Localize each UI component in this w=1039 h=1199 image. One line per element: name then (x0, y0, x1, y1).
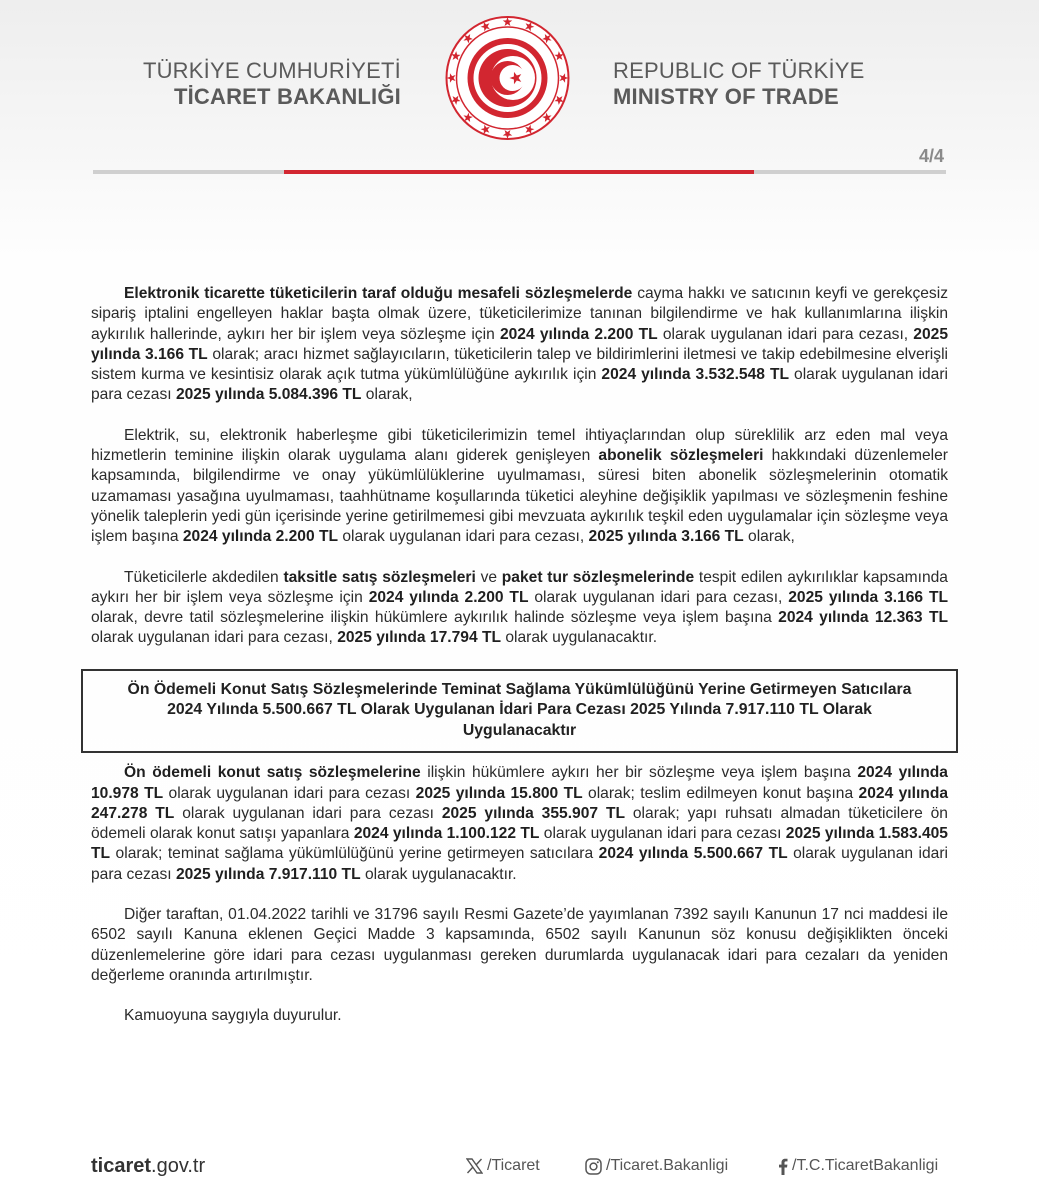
body-text: Elektrik, su, elektronik haberleşme gibi tüketicilerimizin temel ihtiyaçlarından olup süreklilik arz eden mal veya hizmetlerin teminine ilişkin olarak uygulama alanı giderek genişleyen (91, 426, 948, 465)
x-icon (466, 1158, 483, 1174)
emphasis-text: 2024 yılında 1.100.122 TL (353, 825, 540, 843)
body-text: olarak uygulanan idari para cezası (91, 845, 949, 883)
facebook-icon (778, 1158, 788, 1175)
instagram-icon (585, 1158, 602, 1175)
paragraph-closing: Kamuoyuna saygıyla duyurulur. (124, 1007, 342, 1025)
header-right-line1: REPUBLIC OF TÜRKİYE (613, 58, 865, 83)
emphasis-text: 2024 yılında 2.200 TL (499, 325, 658, 343)
header-ministry-tr (143, 58, 401, 110)
facebook-link[interactable] (778, 1157, 938, 1175)
body-text: ve (475, 568, 502, 586)
paragraph-e-commerce (91, 284, 948, 406)
emphasis-text: 2024 yılında 5.500.667 TL (598, 845, 788, 863)
body-text: olarak uygulanan idari para cezası, (528, 588, 789, 606)
body-text: olarak uygulanan idari para cezası, (91, 629, 338, 647)
header-left-line1: TÜRKİYE CUMHURİYETİ (142, 58, 401, 83)
body-text: olarak, devre tatil sözleşmelerine ilişkin hükümlere aykırılık halinde sözleşme veya işlem başına (91, 609, 779, 627)
emphasis-text: 2024 yılında 10.978 TL (91, 764, 948, 802)
body-text: olarak, (361, 386, 413, 404)
body-text: olarak uygulanan idari para cezası (539, 825, 786, 843)
boxed-heading: Ön Ödemeli Konut Satış Sözleşmelerinde Teminat Sağlama Yükümlülüğünü Yerine Getirmeyen Satıcılara 2024 Yılında 5.500.667 TL Olarak Uygulanan İdari Para Cezası 2025 Yılında 7.917.110 TL Olarak Uygulanacaktır (81, 669, 958, 754)
emphasis-text: 2025 yılında 3.166 TL (788, 588, 949, 606)
emphasis-text: 2025 yılında 17.794 TL (337, 629, 502, 647)
paragraph-legal-basis: Diğer taraftan, 01.04.2022 tarihli ve 31796 sayılı Resmi Gazete’de yayımlanan 7392 sayılı Kanunun 17 nci maddesi ile 6502 sayılı Kanuna eklenen Geçici Madde 3 kapsamında, 6502 sayılı Kanunun söz konusu değişiklikten önceki düzenlemelerine göre idari para cezası uygulanması gereken durumlarda uygulanacak idari para cezaları da yeniden değerleme oranında artırılmıştır. (91, 906, 948, 984)
emphasis-text: 2025 yılında 15.800 TL (415, 784, 583, 802)
body-text: olarak uygulanacaktır. (360, 865, 517, 883)
body-text: ilişkin hükümlere aykırı her bir sözleşme veya işlem başına (420, 764, 858, 782)
body-text: hakkındaki düzenlemeler kapsamında, bilgilendirme ve onay yükümlülüklerine uyulmaması, süresi biten abonelik sözleşmelerinin otomatik uzamaması yasağına uyulmaması, taahhütname koşullarında tüketici aleyhine değişiklik yapılması ve sözleşmenin feshine yönelik taleplerin yedi gün içerisinde yerine getirilmemesi gibi mevzuata aykırılık teşkil eden uygulamalar için sözleşme veya işlem başına (91, 447, 948, 546)
body-text: olarak uygulanan idari para cezası, (338, 528, 589, 546)
emphasis-text: 2025 yılında 3.166 TL (588, 528, 744, 546)
body-text: Tüketicilerle akdedilen (124, 568, 284, 586)
body-text: cayma hakkı ve satıcının keyfi ve gerekçesiz sipariş iptalini engelleyen haklar başta olmak üzere, tüketicilerimize tanınan bilgilendirme ve hak kullanımlarına ilişkin aykırılık hallerinde, aykırı her bir işlem veya sözleşme için (91, 285, 948, 343)
header-right-line2: MINISTRY OF TRADE (613, 84, 839, 109)
instagram-link[interactable] (585, 1157, 728, 1175)
emphasis-text: 2025 yılında 5.084.396 TL (175, 386, 362, 404)
instagram-handle: /Ticaret.Bakanligi (606, 1157, 729, 1174)
website-domain-bold: ticaret (91, 1155, 152, 1177)
emphasis-text: 2025 yılında 3.166 TL (91, 325, 948, 363)
page-number: 4/4 (918, 146, 944, 166)
body-text: olarak uygulanan idari para cezası (91, 366, 948, 404)
paragraph-installment-package-tour (91, 568, 948, 649)
emphasis-text: 2024 yılında 2.200 TL (368, 588, 529, 606)
header-left-line2: TİCARET BAKANLIĞI (173, 84, 401, 109)
x-link[interactable] (466, 1157, 540, 1175)
body-text: olarak; aracı hizmet sağlayıcıların, tüketicilerin talep ve bildirimlerini iletmesi ve takip edebilmesine elverişli sistem kurma ve kesintisiz olarak açık tutma yükümlülüğüne aykırılık için (91, 345, 948, 384)
body-text: olarak; yapı ruhsatı almadan tüketicilere ön ödemeli olarak konut satışı yapanlara (91, 804, 948, 843)
body-text: olarak uygulanan idari para cezası, (657, 325, 914, 343)
emphasis-text: taksitle satış sözleşmeleri (283, 568, 476, 586)
website-link[interactable] (91, 1155, 205, 1178)
emphasis-text: Elektronik ticarette tüketicilerin taraf olduğu mesafeli sözleşmelerde (124, 285, 633, 302)
emphasis-text: paket tur sözleşmelerinde (501, 568, 695, 586)
announcement-body (91, 284, 948, 1047)
ministry-emblem-seal-icon (444, 14, 571, 144)
emphasis-text: Ön ödemeli konut satış sözleşmelerine (124, 764, 421, 782)
emphasis-text: 2025 yılında 7.917.110 TL (175, 865, 361, 883)
x-handle: /Ticaret (487, 1157, 540, 1174)
body-text: olarak uygulanan idari para cezası (163, 784, 416, 802)
body-text: olarak; teminat sağlama yükümlülüğünü yerine getirmeyen satıcılara (110, 845, 599, 863)
body-text: olarak, (743, 528, 795, 546)
header-ministry-en (613, 58, 865, 110)
header-divider-accent (284, 170, 754, 174)
emphasis-text: 2024 yılında 3.532.548 TL (601, 366, 789, 384)
emphasis-text: 2024 yılında 247.278 TL (91, 784, 949, 822)
paragraph-subscription (91, 426, 948, 548)
body-text: olarak uygulanan idari para cezası (174, 804, 442, 822)
paragraph-prepaid-housing (91, 763, 948, 885)
emphasis-text: 2024 yılında 12.363 TL (778, 609, 948, 627)
emphasis-text: abonelik sözleşmeleri (598, 447, 764, 465)
facebook-handle: /T.C.TicaretBakanligi (792, 1157, 939, 1174)
emphasis-text: 2024 yılında 2.200 TL (182, 528, 339, 546)
emphasis-text: 2025 yılında 355.907 TL (441, 804, 625, 822)
website-domain-rest: .gov.tr (151, 1155, 206, 1177)
body-text: tespit edilen aykırılıklar kapsamında aykırı her bir işlem veya sözleşme için (91, 568, 948, 606)
emphasis-text: 2025 yılında 1.583.405 TL (91, 825, 948, 863)
body-text: olarak uygulanacaktır. (501, 629, 658, 647)
body-text: olarak; teslim edilmeyen konut başına (582, 784, 859, 802)
